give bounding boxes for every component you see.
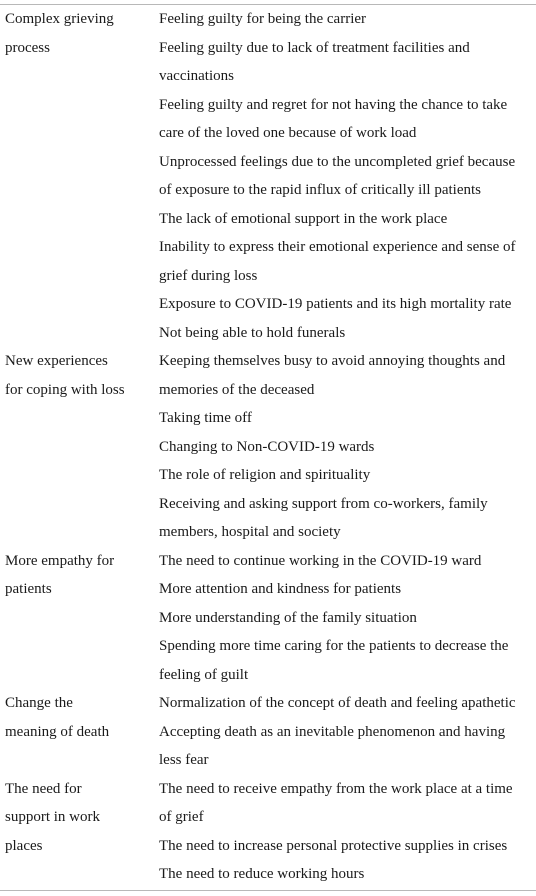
subtheme-line: More understanding of the family situation [159,609,417,626]
subtheme-line: Feeling guilty due to lack of treatment facilities and [159,39,470,56]
subtheme-item [159,575,536,604]
subtheme-item [159,290,536,319]
subtheme-item [159,775,536,832]
subtheme-list [159,547,536,690]
subtheme-item [159,319,536,348]
subtheme-line: Unprocessed feelings due to the uncompleted grief because [159,153,516,170]
subtheme-line: Keeping themselves busy to avoid annoying thoughts and [159,353,506,369]
subtheme-item [159,461,536,490]
subtheme-line: care of the loved one because of work load [159,125,417,141]
subtheme-list [159,689,536,775]
category-cell [5,5,145,62]
subtheme-item [159,832,536,861]
subtheme-item [159,404,536,433]
table-bottom-rule [0,890,536,891]
subtheme-line: Exposure to COVID-19 patients and its high mortality rate [159,296,512,312]
category-line: Complex grieving [5,11,114,27]
subtheme-list [159,5,536,347]
subtheme-item [159,233,536,290]
subtheme-line: grief during loss [159,267,258,284]
category-line: process [5,39,50,56]
subtheme-line: More attention and kindness for patients [159,581,402,597]
category-cell [5,547,145,604]
subtheme-item [159,433,536,462]
subtheme-line: Normalization of the concept of death and feeling apathetic [159,695,516,711]
subtheme-line: Feeling guilty for being the carrier [159,11,367,27]
category-cell [5,347,145,404]
table-row-group [0,347,536,547]
subtheme-item [159,632,536,689]
subtheme-item [159,718,536,775]
category-line: for coping with loss [5,381,125,398]
table-row-group [0,5,536,347]
subtheme-line: of grief [159,809,204,825]
category-line: More empathy for [5,552,115,569]
subtheme-item [159,490,536,547]
subtheme-line: less fear [159,752,209,768]
category-line: places [5,837,43,854]
subtheme-item [159,34,536,91]
subtheme-line: The role of religion and spirituality [159,467,371,483]
subtheme-line: Accepting death as an inevitable phenomenon and having [159,723,506,740]
category-line: Change the [5,695,73,711]
subtheme-line: The lack of emotional support in the work place [159,210,448,227]
subtheme-line: of exposure to the rapid influx of critically ill patients [159,182,481,198]
subtheme-line: Spending more time caring for the patients to decrease the [159,638,509,654]
subtheme-line: Taking time off [159,410,252,426]
subtheme-line: members, hospital and society [159,524,341,540]
subtheme-list [159,347,536,547]
subtheme-line: Receiving and asking support from co-workers, family [159,495,488,512]
subtheme-item [159,860,536,889]
subtheme-line: Not being able to hold funerals [159,324,346,341]
subtheme-line: The need to receive empathy from the work place at a time [159,780,513,797]
subtheme-item [159,547,536,576]
subtheme-item [159,689,536,718]
category-cell [5,775,145,861]
subtheme-item [159,5,536,34]
subtheme-item [159,205,536,234]
subtheme-line: vaccinations [159,68,234,84]
category-cell [5,689,145,746]
subtheme-item [159,347,536,404]
subtheme-line: feeling of guilt [159,666,249,683]
subtheme-item [159,604,536,633]
subtheme-item [159,91,536,148]
subtheme-line: Changing to Non-COVID-19 wards [159,438,375,455]
table-row-group [0,689,536,775]
category-line: support in work [5,809,100,825]
category-line: meaning of death [5,723,110,740]
category-line: The need for [5,780,82,797]
subtheme-line: Feeling guilty and regret for not having the chance to take [159,96,508,113]
subtheme-line: The need to increase personal protective supplies in crises [159,837,508,854]
category-line: New experiences [5,353,108,369]
themes-table [0,5,536,889]
subtheme-item [159,148,536,205]
subtheme-line: The need to continue working in the COVID-19 ward [159,552,482,569]
table-row-group [0,547,536,690]
table-row-group [0,775,536,889]
subtheme-line: memories of the deceased [159,381,315,398]
category-line: patients [5,581,52,597]
subtheme-line: The need to reduce working hours [159,866,365,882]
subtheme-list [159,775,536,889]
subtheme-line: Inability to express their emotional experience and sense of [159,239,516,255]
